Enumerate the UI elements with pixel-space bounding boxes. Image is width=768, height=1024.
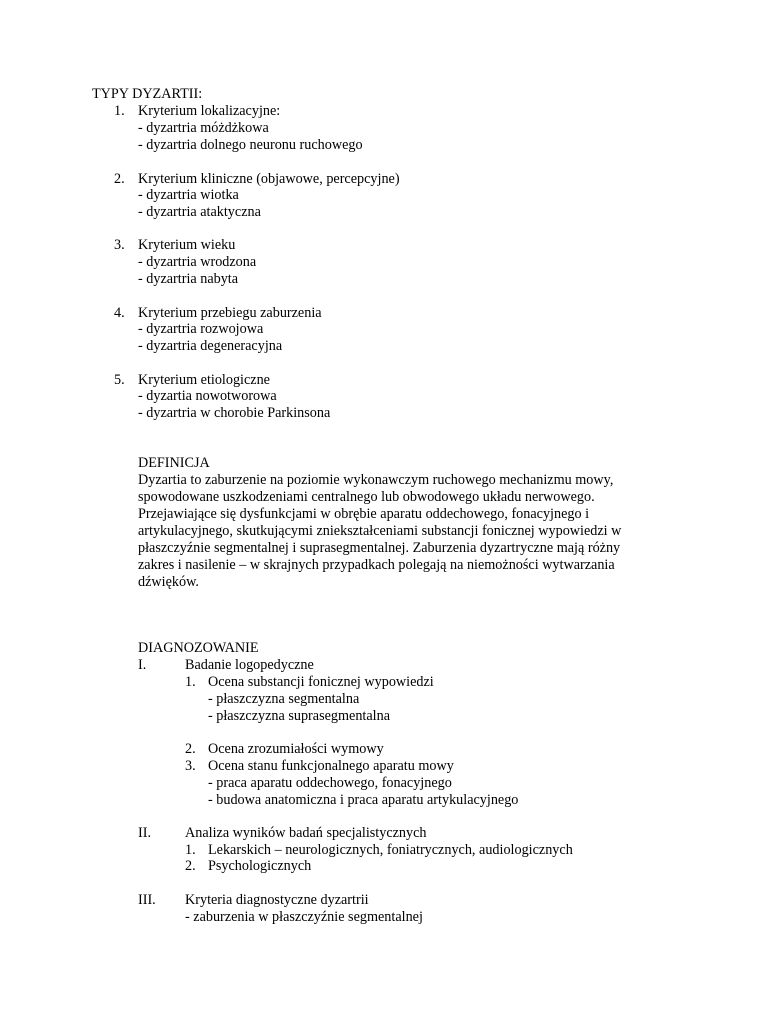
criterion-label: Kryterium etiologiczne bbox=[138, 372, 270, 388]
diagnosis-section-label: Kryteria diagnostyczne dyzartrii bbox=[185, 892, 369, 908]
definition-line: Dyzartia to zaburzenie na poziomie wykonawczym ruchowego mechanizmu mowy, bbox=[138, 472, 614, 488]
criterion-item: - dyzartria nabyta bbox=[138, 271, 239, 287]
diagnosis-item-label: Ocena zrozumiałości wymowy bbox=[208, 741, 384, 757]
diagnosis-item-label: Ocena substancji fonicznej wypowiedzi bbox=[208, 674, 434, 690]
diagnosis-item-number: 2. bbox=[185, 741, 196, 757]
criterion-item: - dyzartria w chorobie Parkinsona bbox=[138, 405, 331, 421]
criterion-number: 4. bbox=[114, 305, 125, 321]
diagnosis-item-label: Ocena stanu funkcjonalnego aparatu mowy bbox=[208, 758, 454, 774]
section-title-typy: TYPY DYZARTII: bbox=[92, 86, 203, 102]
criterion-item: - dyzartria ataktyczna bbox=[138, 204, 261, 220]
criterion-number: 2. bbox=[114, 171, 125, 187]
criterion-label: Kryterium lokalizacyjne: bbox=[138, 103, 281, 119]
diagnosis-item-number: 1. bbox=[185, 842, 196, 858]
diagnosis-subitem: - budowa anatomiczna i praca aparatu artykulacyjnego bbox=[208, 792, 519, 808]
criterion-item: - dyzartria móżdżkowa bbox=[138, 120, 269, 136]
diagnosis-subitem: - płaszczyzna segmentalna bbox=[208, 691, 360, 707]
definition-line: płaszczyźnie segmentalnej i suprasegmentalnej. Zaburzenia dyzartryczne mają różny bbox=[138, 540, 621, 556]
diagnosis-item-number: 1. bbox=[185, 674, 196, 690]
diagnosis-section-label: Badanie logopedyczne bbox=[185, 657, 314, 673]
criterion-item: - dyzartria wiotka bbox=[138, 187, 239, 203]
roman-numeral: I. bbox=[138, 657, 147, 673]
diagnosis-item-label: Psychologicznych bbox=[208, 858, 312, 874]
criterion-number: 1. bbox=[114, 103, 125, 119]
criterion-item: - dyzartia nowotworowa bbox=[138, 388, 277, 404]
criterion-number: 3. bbox=[114, 237, 125, 253]
diagnosis-section-label: Analiza wyników badań specjalistycznych bbox=[185, 825, 427, 841]
section-title-diagnozowanie: DIAGNOZOWANIE bbox=[138, 640, 259, 656]
diagnosis-note: - zaburzenia w płaszczyźnie segmentalnej bbox=[185, 909, 423, 925]
roman-numeral: III. bbox=[138, 892, 156, 908]
definition-line: dźwięków. bbox=[138, 574, 199, 590]
section-title-definicja: DEFINICJA bbox=[138, 455, 210, 471]
definition-line: artykulacyjnego, skutkującymi zniekształceniami substancji fonicznej wypowiedzi w bbox=[138, 523, 622, 539]
criterion-item: - dyzartria dolnego neuronu ruchowego bbox=[138, 137, 363, 153]
diagnosis-item-number: 3. bbox=[185, 758, 196, 774]
criterion-item: - dyzartria degeneracyjna bbox=[138, 338, 283, 354]
diagnosis-subitem: - praca aparatu oddechowego, fonacyjnego bbox=[208, 775, 452, 791]
criterion-label: Kryterium wieku bbox=[138, 237, 236, 253]
diagnosis-item-label: Lekarskich – neurologicznych, foniatrycznych, audiologicznych bbox=[208, 842, 573, 858]
criterion-item: - dyzartria rozwojowa bbox=[138, 321, 264, 337]
criterion-number: 5. bbox=[114, 372, 125, 388]
definition-line: spowodowane uszkodzeniami centralnego lub obwodowego układu nerwowego. bbox=[138, 489, 595, 505]
criterion-item: - dyzartria wrodzona bbox=[138, 254, 257, 270]
roman-numeral: II. bbox=[138, 825, 151, 841]
diagnosis-subitem: - płaszczyzna suprasegmentalna bbox=[208, 708, 390, 724]
definition-line: Przejawiające się dysfunkcjami w obrębie aparatu oddechowego, fonacyjnego i bbox=[138, 506, 590, 522]
diagnosis-item-number: 2. bbox=[185, 858, 196, 874]
criterion-label: Kryterium kliniczne (objawowe, percepcyjne) bbox=[138, 171, 400, 187]
definition-line: zakres i nasilenie – w skrajnych przypadkach polegają na niemożności wytwarzania bbox=[138, 557, 615, 573]
criterion-label: Kryterium przebiegu zaburzenia bbox=[138, 305, 322, 321]
